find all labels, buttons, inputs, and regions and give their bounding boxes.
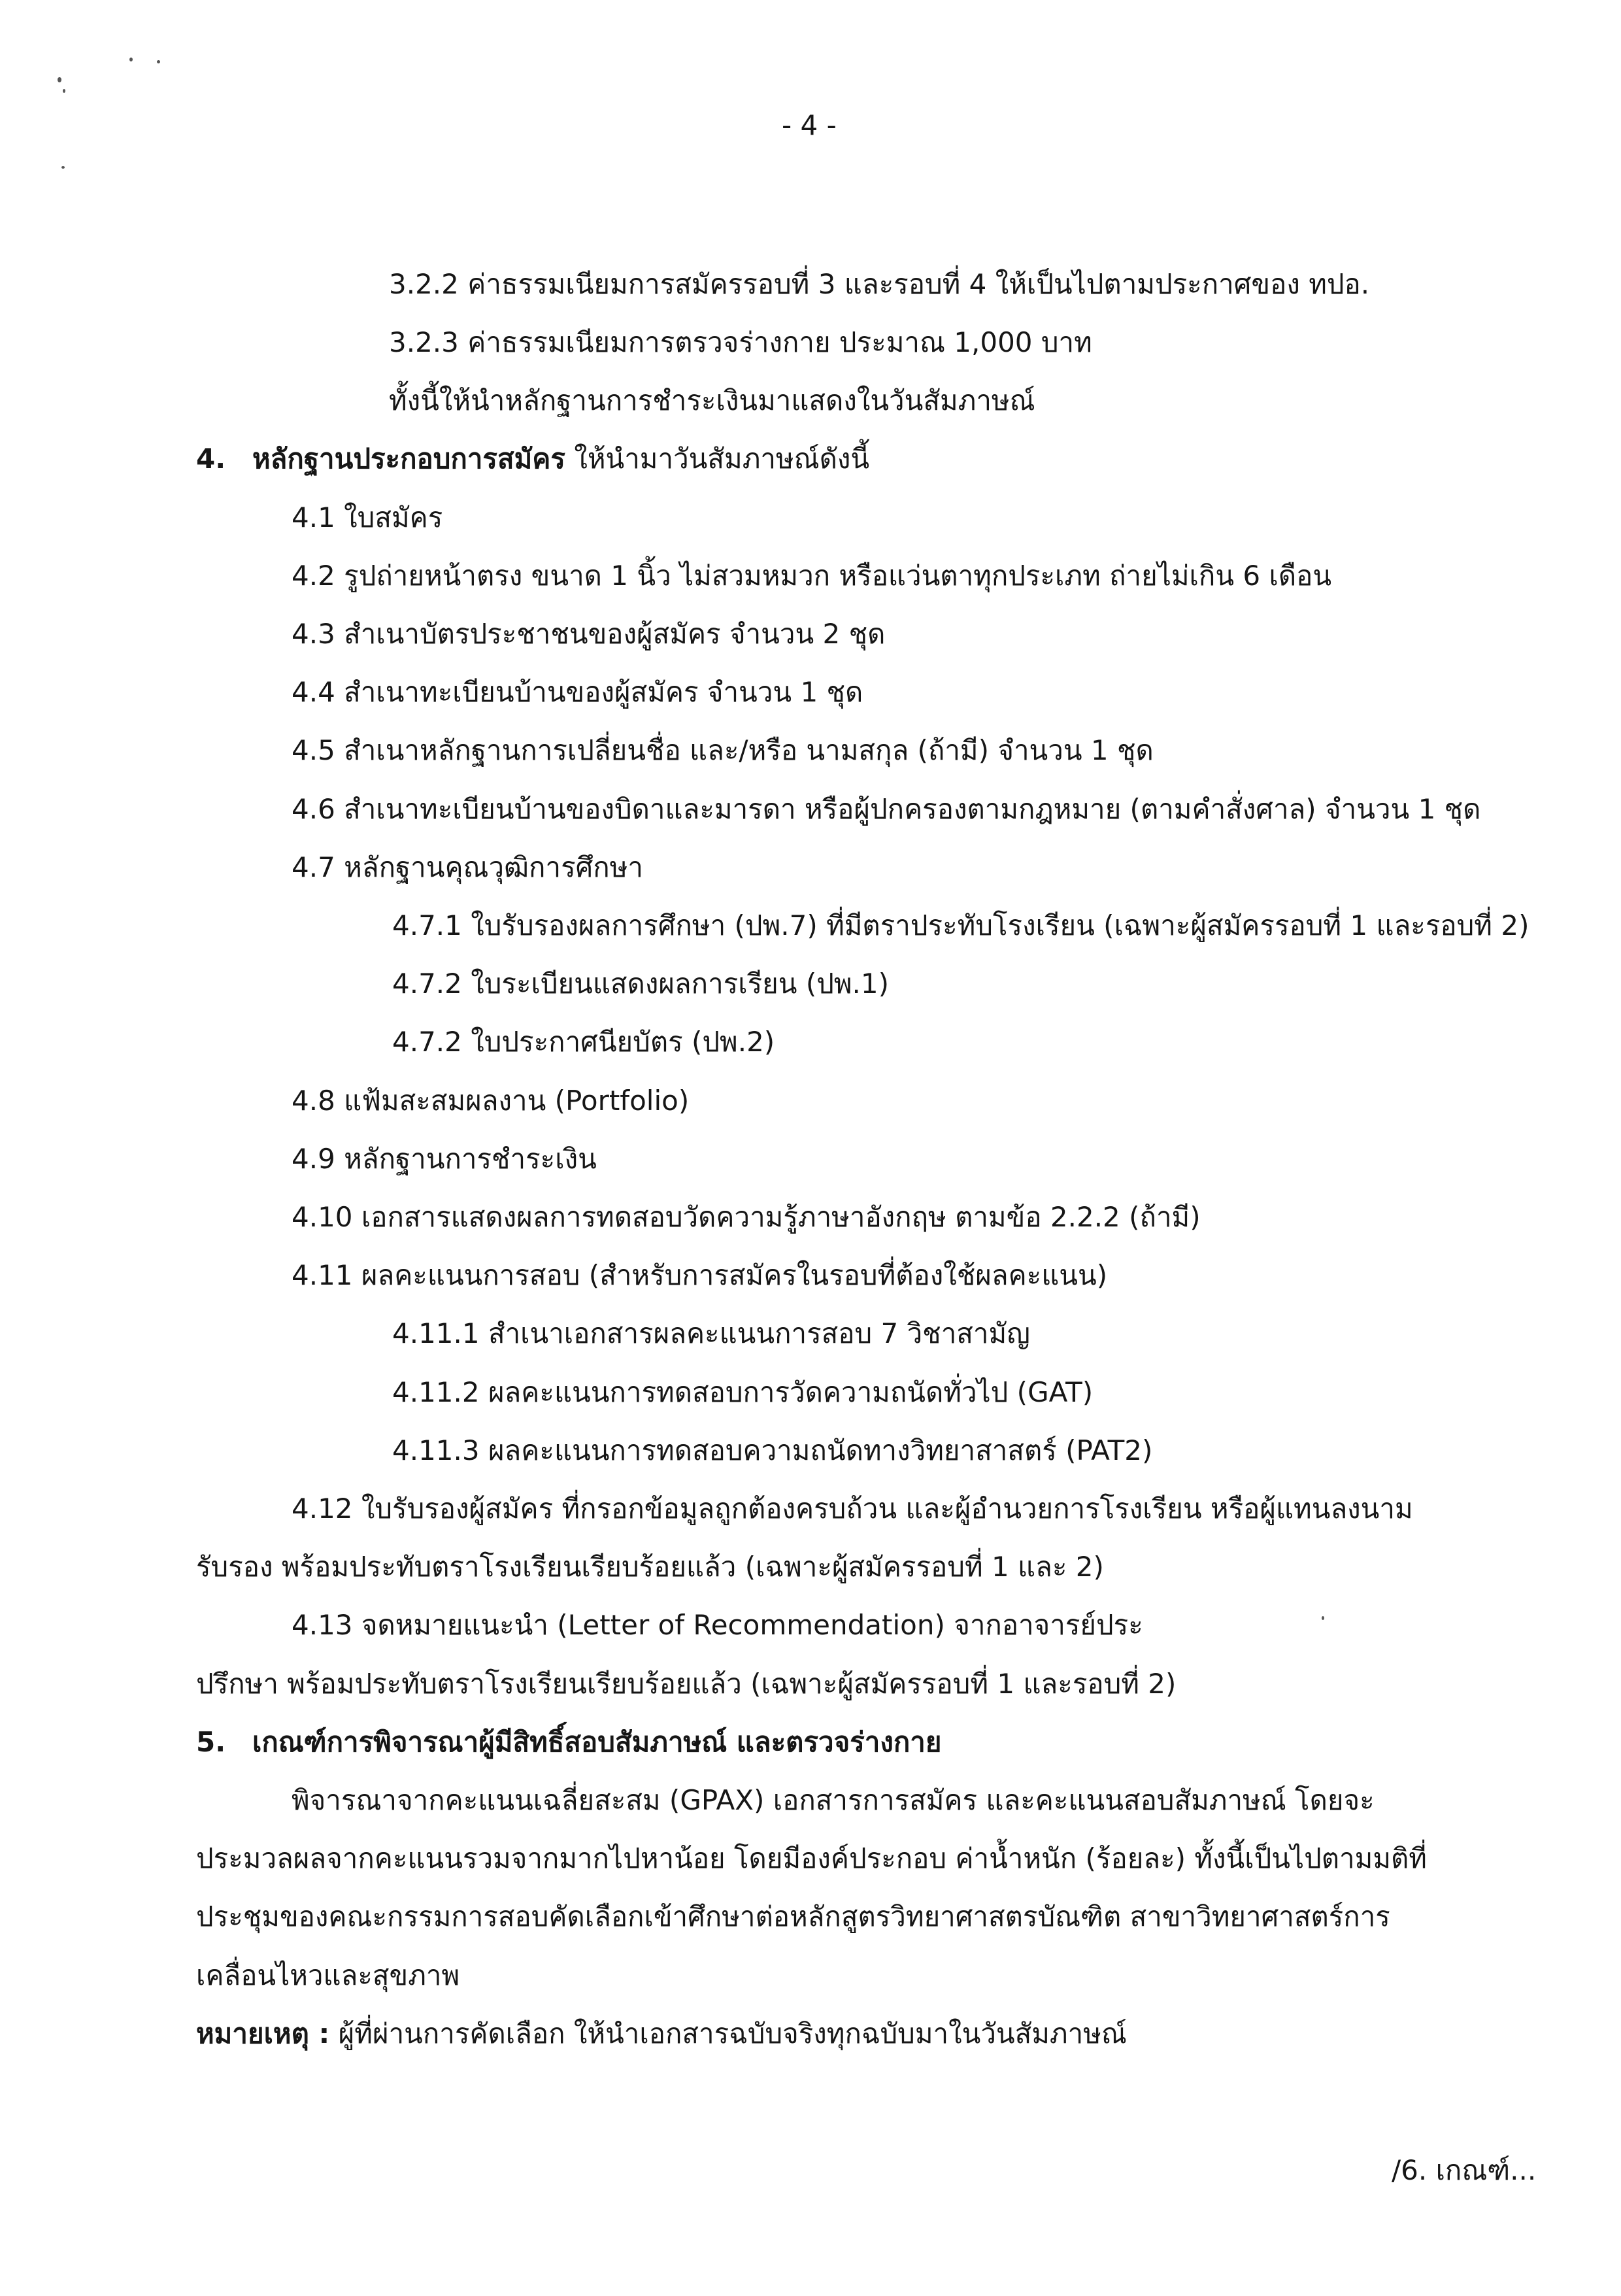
page-footer-continuation: /6. เกณฑ์... (1392, 2154, 1537, 2186)
item-4-6: 4.6 สำเนาทะเบียนบ้านของบิดาและมารดา หรือผู้ปกครองตามกฎหมาย (ตามคำสั่งศาล) จำนวน 1 ชุด (292, 793, 1481, 825)
scan-speck (58, 77, 61, 82)
item-4-10: 4.10 เอกสารแสดงผลการทดสอบวัดความรู้ภาษาอังกฤษ ตามข้อ 2.2.2 (ถ้ามี) (292, 1201, 1201, 1233)
item-4-11: 4.11 ผลคะแนนการสอบ (สำหรับการสมัครในรอบที่ต้องใช้ผลคะแนน) (292, 1259, 1108, 1291)
item-4-7-2b: 4.7.2 ใบประกาศนียบัตร (ปพ.2) (392, 1026, 775, 1058)
item-4-5: 4.5 สำเนาหลักฐานการเปลี่ยนชื่อ และ/หรือ นามสกุล (ถ้ามี) จำนวน 1 ชุด (292, 734, 1154, 766)
section-5-number: 5. (196, 1726, 226, 1758)
item-4-11-1: 4.11.1 สำเนาเอกสารผลคะแนนการสอบ 7 วิชาสามัญ (392, 1317, 1030, 1349)
section-5-paragraph-line1: พิจารณาจากคะแนนเฉลี่ยสะสม (GPAX) เอกสารการสมัคร และคะแนนสอบสัมภาษณ์ โดยจะ (292, 1784, 1375, 1816)
section-4-heading: หลักฐานประกอบการสมัคร (252, 443, 565, 475)
section-4-heading-line (252, 439, 869, 479)
item-4-13-line2: ปรึกษา พร้อมประทับตราโรงเรียนเรียบร้อยแล้ว (เฉพาะผู้สมัครรอบที่ 1 และรอบที่ 2) (196, 1668, 1177, 1700)
item-4-1: 4.1 ใบสมัคร (292, 501, 443, 533)
scan-speck (157, 60, 160, 63)
item-4-13-line1: 4.13 จดหมายแนะนำ (Letter of Recommendation) จากอาจารย์ประ (292, 1609, 1143, 1641)
item-4-3: 4.3 สำเนาบัตรประชาชนของผู้สมัคร จำนวน 2 ชุด (292, 618, 886, 650)
item-4-11-3: 4.11.3 ผลคะแนนการทดสอบความถนัดทางวิทยาสาสตร์ (PAT2) (392, 1434, 1153, 1466)
item-4-7-1: 4.7.1 ใบรับรองผลการศึกษา (ปพ.7) ที่มีตราประทับโรงเรียน (เฉพาะผู้สมัครรอบที่ 1 และรอบที่ 2) (392, 909, 1529, 941)
note-text: ผู้ที่ผ่านการคัดเลือก ให้นำเอกสารฉบับจริงทุกฉบับมาในวันสัมภาษณ์ (329, 2017, 1127, 2050)
item-4-9: 4.9 หลักฐานการชำระเงิน (292, 1143, 597, 1175)
item-4-7: 4.7 หลักฐานคุณวุฒิการศึกษา (292, 851, 643, 883)
section-5-paragraph-line3: ประชุมของคณะกรรมการสอบคัดเลือกเข้าศึกษาต่อหลักสูตรวิทยาศาสตรบัณฑิต สาขาวิทยาศาสตร์การ (196, 1900, 1390, 1933)
scan-speck (1322, 1616, 1324, 1620)
note-line (196, 2014, 1127, 2053)
item-4-4: 4.4 สำเนาทะเบียนบ้านของผู้สมัคร จำนวน 1 ชุด (292, 676, 863, 708)
item-4-12-line2: รับรอง พร้อมประทับตราโรงเรียนเรียบร้อยแล้ว (เฉพาะผู้สมัครรอบที่ 1 และ 2) (196, 1551, 1104, 1583)
scan-speck (61, 166, 65, 169)
section-4-number: 4. (196, 443, 226, 475)
item-4-2: 4.2 รูปถ่ายหน้าตรง ขนาด 1 นิ้ว ไม่สวมหมวก หรือแว่นตาทุกประเภท ถ่ายไม่เกิน 6 เดือน (292, 560, 1332, 592)
item-4-11-2: 4.11.2 ผลคะแนนการทดสอบการวัดความถนัดทั่วไป (GAT) (392, 1376, 1094, 1408)
fee-item-3-2-2: 3.2.2 ค่าธรรมเนียมการสมัครรอบที่ 3 และรอบที่ 4 ให้เป็นไปตามประกาศของ ทปอ. (389, 268, 1370, 300)
section-5-paragraph-line4: เคลื่อนไหวและสุขภาพ (196, 1959, 460, 1991)
fee-note: ทั้งนี้ให้นำหลักฐานการชำระเงินมาแสดงในวันสัมภาษณ์ (389, 384, 1035, 416)
scan-speck (63, 89, 65, 93)
section-5-paragraph-line2: ประมวลผลจากคะแนนรวมจากมากไปหาน้อย โดยมีองค์ประกอบ ค่าน้ำหนัก (ร้อยละ) ทั้งนี้เป็นไปตามมติที่ (196, 1842, 1427, 1874)
note-label: หมายเหตุ : (196, 2017, 330, 2050)
item-4-7-2a: 4.7.2 ใบระเบียนแสดงผลการเรียน (ปพ.1) (392, 968, 890, 1000)
scan-speck (129, 58, 133, 61)
item-4-12-line1: 4.12 ใบรับรองผู้สมัคร ที่กรอกข้อมูลถูกต้องครบถ้วน และผู้อำนวยการโรงเรียน หรือผู้แทนลงนาม (292, 1493, 1413, 1525)
section-4-heading-rest: ให้นำมาวันสัมภาษณ์ดังนี้ (565, 443, 870, 475)
section-5-heading: เกณฑ์การพิจารณาผู้มีสิทธิ์สอบสัมภาษณ์ และตรวจร่างกาย (252, 1726, 942, 1758)
fee-item-3-2-3: 3.2.3 ค่าธรรมเนียมการตรวจร่างกาย ประมาณ 1,000 บาท (389, 326, 1092, 358)
item-4-8: 4.8 แฟ้มสะสมผลงาน (Portfolio) (292, 1085, 690, 1117)
page-number: - 4 - (782, 109, 837, 141)
